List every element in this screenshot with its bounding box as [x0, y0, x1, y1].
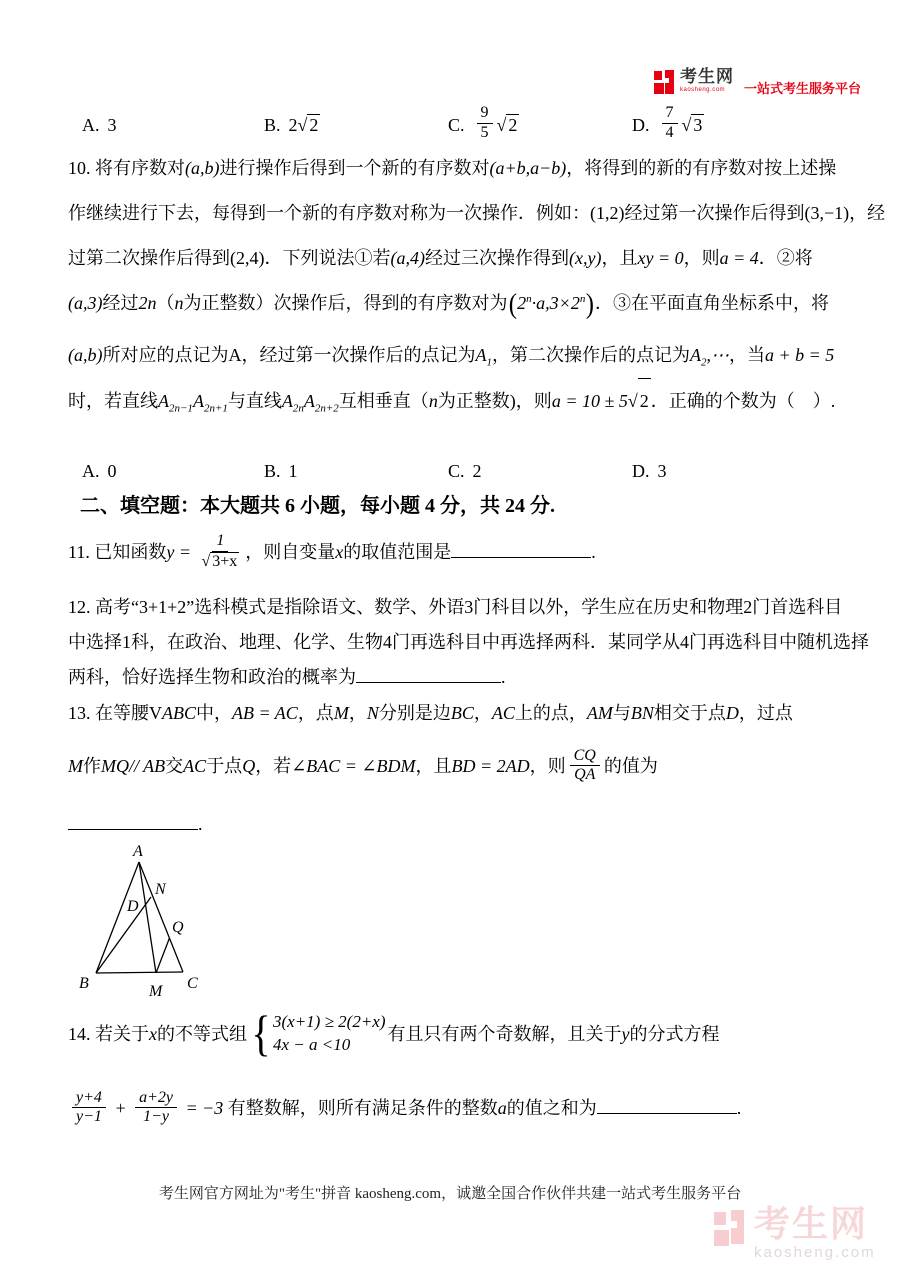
question-10-line: (a,b)所对应的点记为A，经过第一次操作后的点记为$A_1$，第二次操作后的点记为$A_2,\cdots$，当a + b = 5	[68, 345, 835, 369]
watermark-brand-domain: kaosheng.com	[754, 1244, 876, 1261]
point-label-m: M	[149, 983, 163, 1000]
question-10-line: 10. 将有序数对(a,b)进行操作后得到一个新的有序数对(a+b,a−b)，将得到的新的有序数对按上述操	[68, 158, 837, 178]
site-logo	[654, 68, 861, 97]
option-b	[264, 98, 320, 152]
point-label-q: Q	[172, 919, 184, 936]
vertex-label-b: B	[79, 975, 89, 992]
question-12-line: 中选择1科，在政治、地理、化学、生物4门再选科目中再选择两科．某同学从4门再选科目中随机选择	[68, 632, 869, 652]
triangle-figure	[75, 836, 295, 1009]
option-label: B.	[264, 460, 281, 481]
option-value: 2	[472, 460, 482, 481]
watermark-brand-name: 考生网	[754, 1203, 869, 1244]
option-c	[448, 98, 519, 152]
option-value: $\frac{7}{4}$ √ 3	[658, 106, 705, 144]
question-14-line: $\frac{y+4}{y-1}$ + $\frac{a+2y}{1-y}$ = −3 有整数解，则所有满足条件的整数a的值之和为 .	[68, 1080, 848, 1136]
option-value: 3	[657, 460, 667, 481]
point-label-d: D	[127, 898, 139, 915]
vertex-label-a: A	[133, 843, 143, 860]
option-a	[82, 98, 117, 152]
option-d	[632, 444, 667, 498]
option-value: 0	[107, 460, 117, 481]
option-label: B.	[264, 114, 281, 135]
option-label: C.	[448, 460, 465, 481]
watermark-logo	[714, 1203, 876, 1261]
kaosheng-watermark-icon	[714, 1210, 746, 1256]
section-2-header: 二、填空题：本大题共 6 小题，每小题 4 分，共 24 分.	[80, 495, 555, 517]
option-value: 3	[107, 114, 117, 135]
question-10-line: 作继续进行下去，每得到一个新的有序数对称为一次操作．例如：(1,2)经过第一次操作后得到(3,−1)，经	[68, 203, 886, 223]
footer-text: 考生网官方网址为"考生"拼音 kaosheng.com，诚邀全国合作伙伴共建一站式考生服务平台	[158, 1186, 742, 1202]
question-12-line: 两科，恰好选择生物和政治的概率为 .	[68, 660, 828, 695]
option-value: 2 √ 2	[288, 114, 319, 135]
option-label: A.	[82, 114, 100, 135]
question-13	[68, 698, 828, 838]
option-d	[632, 98, 704, 152]
brand-name: 考生网	[680, 67, 734, 86]
point-label-n: N	[155, 881, 166, 898]
option-label: D.	[632, 460, 650, 481]
question-10-line: (a,3)经过2n（n为正整数）次操作后，得到的有序数对为$(2^n\cdot a,3\times 2^n)$．③在平面直角坐标系中，将	[68, 288, 829, 320]
question-11: 11. 已知函数y = 1 √ 3+x ，则自变量x的取值范围是 .	[68, 532, 596, 570]
question-12	[68, 590, 869, 695]
question-13-line: .	[68, 810, 828, 838]
brand-domain: kaosheng.com	[680, 87, 726, 93]
option-value: $\frac{9}{5}$ √ 2	[473, 106, 520, 144]
question-10-line: 过第二次操作后得到(2,4)．下列说法①若(a,4)经过三次操作得到(x,y)，且xy = 0，则a = 4．②将	[68, 248, 813, 268]
question-10-line: 时，若直线$A_{2n-1}A_{2n+1}$与直线$A_{2n}A_{2n+2}$互相垂直（n为正整数)，则a = 10 ± 5 √ 2 ．正确的个数为（ ）.	[68, 378, 828, 423]
triangle-figure-svg	[75, 836, 295, 1004]
question-13-line: 13. 在等腰VABC中，AB = AC，点M，N分别是边BC，AC上的点，AM与BN相交于点D，过点	[68, 703, 793, 723]
option-label: A.	[82, 460, 100, 481]
option-value: 1	[288, 460, 298, 481]
kaosheng-logo-icon	[654, 70, 676, 96]
question-10	[68, 146, 886, 423]
question-12-line: 12. 高考“3+1+2”选科模式是指除语文、数学、外语3门科目以外，学生应在历史和物理2门首选科目	[68, 597, 843, 617]
brand-tagline: 一站式考生服务平台	[744, 81, 862, 96]
question-13-line: M作MQ// AB交AC于点Q，若∠BAC = ∠BDM，且BD = 2AD，则 $\frac{CQ}{QA}$ 的值为	[68, 746, 658, 784]
question-14	[68, 1004, 848, 1136]
vertex-label-c: C	[187, 975, 198, 992]
option-label: C.	[448, 114, 465, 135]
question-14-line: 14. 若关于x的不等式组 { 3(x+1) ≥ 2(2+x) 4x − a <10 有且只有两个奇数解，且关于y的分式方程	[68, 1005, 720, 1062]
option-label: D.	[632, 114, 650, 135]
